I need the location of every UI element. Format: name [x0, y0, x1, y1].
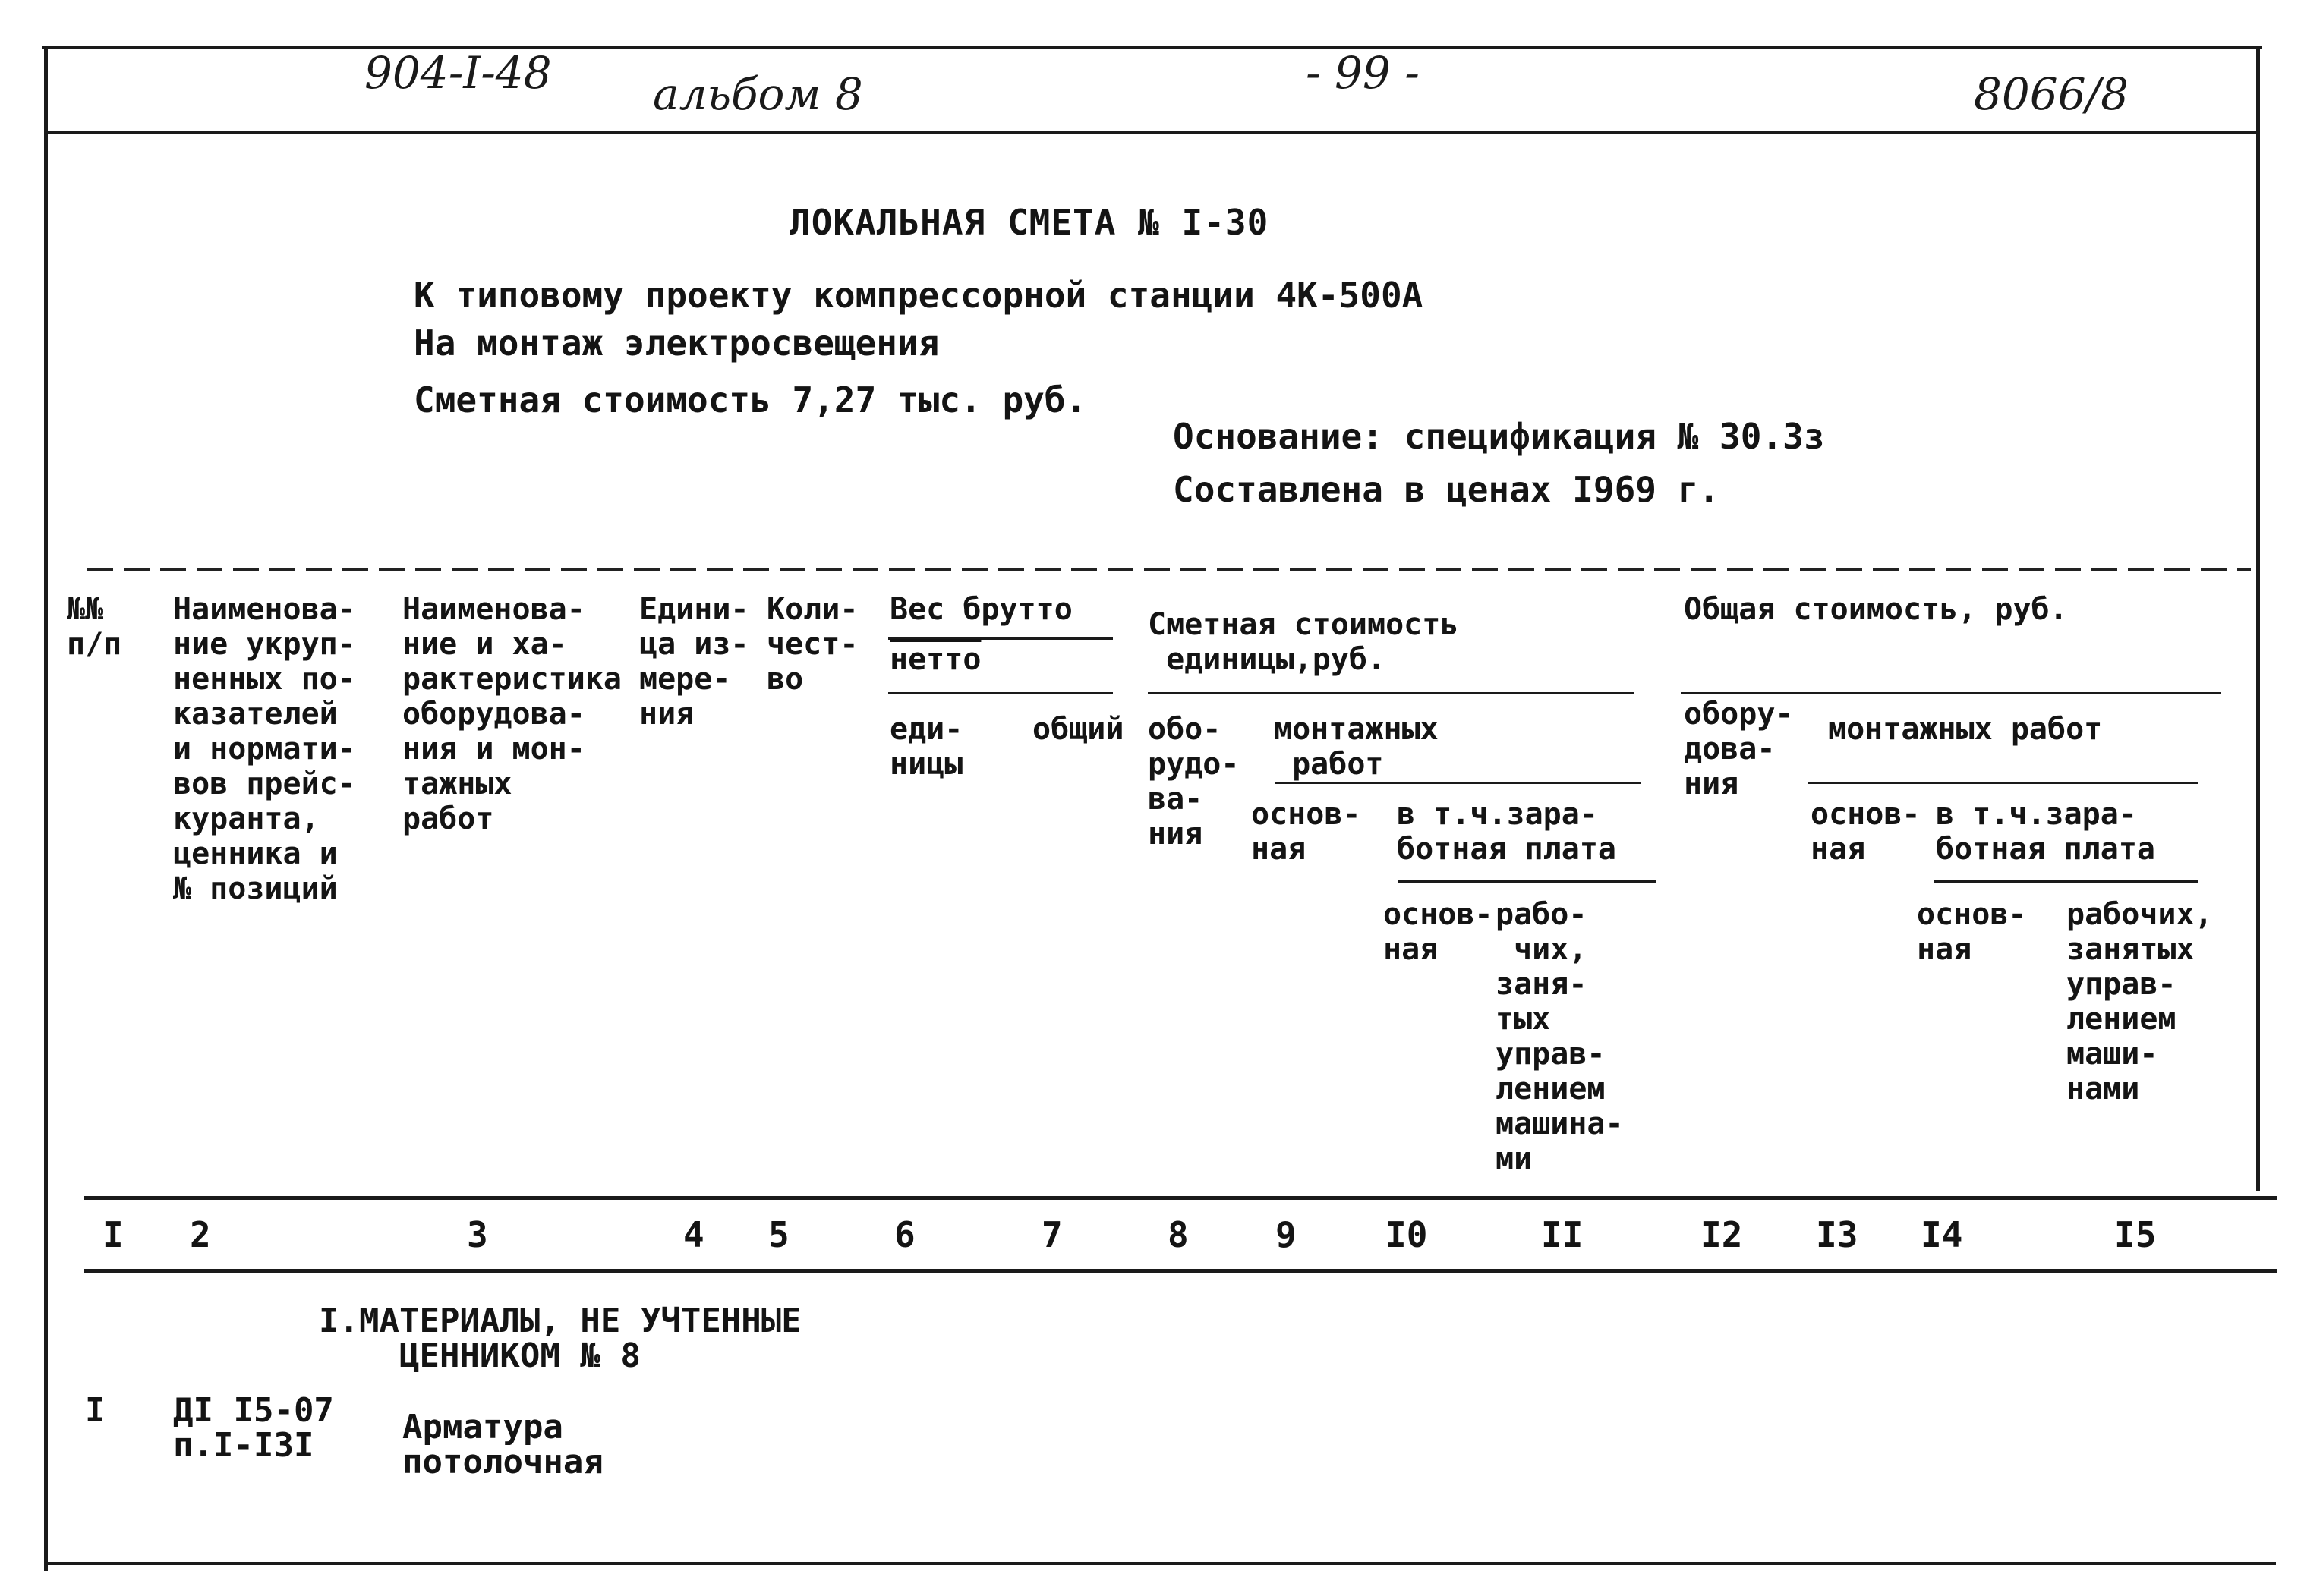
work-subtitle: На монтаж электросвещения: [414, 323, 940, 364]
project-code: 904-I-48: [364, 47, 552, 99]
header-col-15: рабочих, занятых управ- лением маши- нами: [2066, 897, 2213, 1106]
header-total-cost: Общая стоимость, руб.: [1684, 592, 2068, 627]
header-col-5: Коли- чест- во: [767, 592, 859, 697]
column-number-12: I2: [1700, 1214, 1743, 1255]
frame-bottom-line: [44, 1562, 2276, 1565]
page-number: - 99 -: [1306, 47, 1420, 99]
project-subtitle: К типовому проекту компрессорной станции 4К-500А: [414, 275, 1423, 316]
column-numbers-bottom-line: [84, 1269, 2277, 1273]
header-col-13: основ- ная: [1811, 797, 1921, 867]
header-col-14: основ- ная: [1917, 897, 2027, 967]
header-col-10: основ- ная: [1383, 897, 1493, 967]
column-number-5: 5: [768, 1214, 790, 1255]
header-mount-group: монтажных работ: [1274, 712, 1439, 782]
table-row-1-name: Арматура потолочная: [402, 1408, 604, 1481]
frame-left-line: [44, 46, 48, 1571]
column-number-9: 9: [1275, 1214, 1297, 1255]
netto-divider: [888, 692, 1113, 694]
table-row-1-number: I: [85, 1391, 106, 1430]
table-row-1-code: ДI I5-07 п.I-I3I: [173, 1391, 334, 1465]
album-label: альбом 8: [653, 68, 863, 120]
header-incl-wage: в т.ч.зара- ботная плата: [1397, 797, 1616, 867]
wage-underline: [1398, 880, 1656, 883]
header-incl-wage-total: в т.ч.зара- ботная плата: [1936, 797, 2155, 867]
header-col-3: Наименова- ние и ха- рактеристика оборудова- ния и мон- тажных работ: [402, 592, 622, 836]
column-number-2: 2: [190, 1214, 211, 1255]
column-number-13: I3: [1816, 1214, 1858, 1255]
mount-total-divider: [1808, 782, 2198, 784]
column-number-11: II: [1541, 1214, 1584, 1255]
estimated-cost: Сметная стоимость 7,27 тыс. руб.: [414, 379, 1087, 420]
column-number-7: 7: [1042, 1214, 1063, 1255]
price-year-line: Составлена в ценах I969 г.: [1173, 469, 1720, 510]
column-number-1: I: [102, 1214, 124, 1255]
header-col-12: обору- дова- ния: [1684, 697, 1794, 801]
column-number-10: I0: [1385, 1214, 1428, 1255]
mount-underline: [1275, 782, 1641, 784]
header-col-8: обо- рудо- ва- ния: [1148, 712, 1240, 852]
header-col-7: общий: [1032, 712, 1124, 747]
header-col-6: еди- ницы: [890, 712, 963, 782]
weight-divider: [888, 637, 1113, 640]
header-bottom-line: [84, 1196, 2277, 1200]
column-number-4: 4: [683, 1214, 704, 1255]
column-number-8: 8: [1168, 1214, 1189, 1255]
column-number-14: I4: [1921, 1214, 1963, 1255]
header-col-2: Наименова- ние укруп- ненных по- казателей и нормати- вов прейс- куранта, ценника и № позиций: [173, 592, 356, 906]
basis-line: Основание: спецификация № 30.3з: [1173, 416, 1825, 457]
header-mount-total: монтажных работ: [1828, 712, 2103, 747]
column-number-6: 6: [894, 1214, 916, 1255]
header-unit-cost: Сметная стоимость единицы,руб.: [1148, 607, 1459, 677]
frame-right-line: [2256, 46, 2260, 1191]
header-col-11: рабо- чих, заня- тых управ- лением машина- ми: [1496, 897, 1624, 1176]
total-cost-divider: [1681, 692, 2221, 694]
wage-total-underline: [1934, 880, 2198, 883]
column-number-15: I5: [2114, 1214, 2157, 1255]
header-col-4: Едини- ца из- мере- ния: [639, 592, 749, 732]
unit-cost-divider: [1148, 692, 1634, 694]
header-col-1: №№ п/п: [67, 592, 122, 662]
header-weight: Вес брутто: [890, 592, 1073, 627]
column-number-3: 3: [467, 1214, 488, 1255]
header-col-9: основ- ная: [1251, 797, 1361, 867]
document-title: ЛОКАЛЬНАЯ СМЕТА № I-30: [790, 202, 1269, 243]
header-top-dashed-line: [87, 568, 2251, 571]
inventory-number: 8066/8: [1974, 68, 2129, 120]
header-netto: нетто: [890, 642, 982, 677]
section-heading: I.МАТЕРИАЛЫ, НЕ УЧТЕННЫЕ ЦЕННИКОМ № 8: [319, 1302, 802, 1375]
stamp-bottom-line: [44, 131, 2259, 134]
